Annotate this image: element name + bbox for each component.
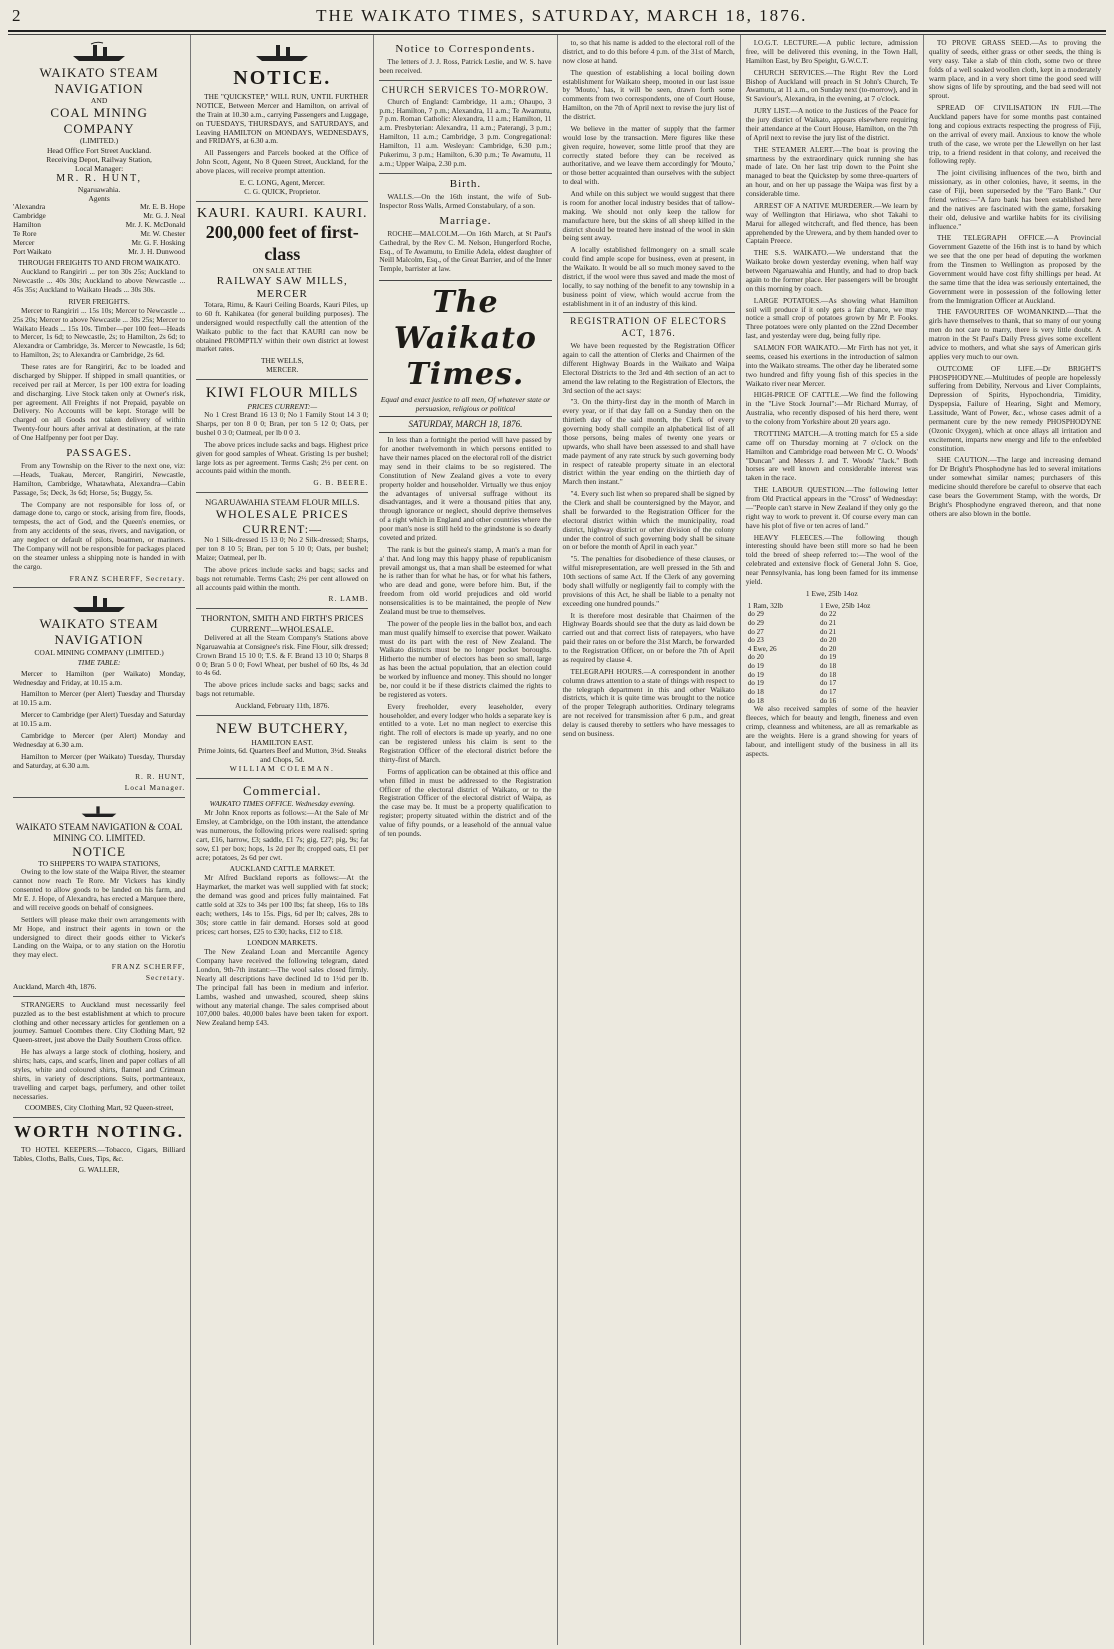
ad2-signature-role: Local Manager. <box>124 783 186 793</box>
notice-text: THE "QUICKSTEP," WILL RUN, UNTIL FURTHER NOTICE, Between Mercer and Hamilton, on arrival of the Train at 10.30 a.m., carrying Passengers and Luggage, on TUESDAYS, THURSDAYS, and SATURDAYS, and Leaving HAMILTON on MONDAYS, WEDNESDAYS, and FRIDAYS, at 6.30 a.m. <box>196 92 369 146</box>
fleece-row: do 29 do 21 <box>747 618 837 627</box>
ad5-signature: G. WALLER, <box>78 1165 120 1175</box>
agent-name: Mr. G. J. Neal <box>143 211 186 221</box>
fleece-row: 1 Ram, 32lb 1 Ewe, 25lb 14oz <box>747 601 871 610</box>
ad3-notice: NOTICE <box>72 843 126 859</box>
steamship-icon <box>79 802 119 820</box>
steamship-icon <box>252 41 312 63</box>
ad-clothing-mart: STRANGERS to Auckland must necessarily feel puzzled as to the best establishment at which to procure clothing and other necessary articles for gentlemen on a journey. Samuel Coombes there. City Clothing Mart, 92 Queen-street, just above the Daily Southern Cross office. He has always a large stock of clothing, hosiery, and shirts; hats, caps, and scarfs, linen and paper collars of all styles, white and coloured shirts, flannel and Crimean shirts, in variety of descriptions. Suits, portmanteaux, travelling and carpet bags, perfumery, and other toilet necessaries. COOMBES, City Clothing Mart, 92 Queen-street, <box>13 1001 185 1119</box>
wool-head: 1 Ewe, 25lb 14oz <box>805 588 858 598</box>
ad1-manager-label: Local Manager: <box>74 163 124 173</box>
ad-steam-navigation: WAIKATO STEAM NAVIGATION AND COAL MINING COMPANY (LIMITED.) Head Office Fort Street Auckland. Receiving Depot, Railway Station, Local Manager: MR. R. HUNT, Ngaruawahia. Agents 'Alexandra Mr. E. B. Hope Cambridge Mr. G. J. Neal Hamilton Mr. J. K. McDonald Te Rore Mr. W. Chester Mercer Mr. G. F. Hosking Port Waikato Mr. J. H. Dunwood THROUGH FREIGHTS TO AND FROM WAIKATO. Auckland to Rangiriri ... per ton 30s 25s; Auckland to Newcastle ... 40s 30s; Auckland to above Newcastle ... 45s 35s; Auckland to Waikato Heads ... 30s 30s. RIVER FREIGHTS. Mercer to Rangiriri ... 15s 10s; Mercer to Newcastle ... 25s 20s; Mercer to above Newcastle ... 30s 25s; Mercer to Waikato Heads ... 15s 10s. Timber—per 100 feet—Heads to Mercer, 1s 6d; to Newcastle, 2s; to Hamilton, 2s 6d; to Alexandra or Cambridge, 3s. Mercer to Newcastle, 1s 6d; to Hamilton, 2s; to Alexandra or Cambridge, 2s 6d. These rates are for Rangiriri, &c to be loaded and discharged by Shipper. If shipped in small quantities, or received per rail at Mercer, 1s per 100 extra for loading and discharging. Live Stock taken only at Owner's risk, per agreement. All Freights if not Prepaid, payable on Delivery. No Accounts will be kept. Storage will be charged on all Goods not taken delivery of within Twenty-four hours after arrival at destination, at the rate of One Halfpenny per foot per Day. PASSAGES. From any Township on the River to the next one, viz:—Heads, Tuakau, Mercer, Rangiriri, Newcastle, Hamilton, Cambridge, Whatawhata, Alexandra—Cabin Passage, 5s; Deck, 3s 6d; Horse, 5s; Buggy, 5s. The Company are not responsible for loss of, or damage done to, cargo or stock, arising from fire, floods, tempests, the act of God, and the Queen's enemies, or from any accidents of the seas, rivers, and navigation, or any neglect or default of pilots, boatmen, or mariners. The Company will not be responsible for packages placed on the steamer unless a shipping note is handed in with the cargo. FRANZ SCHERFF, Secretary. <box>13 41 185 588</box>
ad1-title2: COAL MINING COMPANY <box>50 105 148 136</box>
butchery-title: NEW BUTCHERY, <box>216 720 349 737</box>
ad4-signature: COOMBES, City Clothing Mart, 92 Queen-street, <box>24 1103 174 1113</box>
notice-title: NOTICE. <box>233 67 332 89</box>
column-6: TO PROVE GRASS SEED.—As to proving the quality of seeds, either grass or other seeds, the thing is very easy. Take a slab of thin cloth, some two or three folds of a well soaked woollen cloth, kept in a moderately warm place, and in a very short time the good seed will show signs of life by sprouting, and the bad seed will not sprout. SPREAD OF CIVILISATION IN FIJI.—The Auckland papers have for some months past contained long and copious extracts respecting the progress of Fiji, on the arrival of every mail. Anxious to know the whole truth of the case, we wrote per the Llewellyn on her last trip, to a friend resident in that colony, and received the following reply. The joint civilising influences of the two, birth and missionary, as in other colonies, have, it seems, in the case of Fiji, been superseded by the "Faro Bank." Our friend writes:—"A faro bank has been established here and the natives are fascinated with the game, forsaking their old, delusive and warlike habits for its civilising influence." THE TELEGRAPH OFFICE.—A Provincial Government Gazette of the 16th inst is to hand by which we see that the one per head of deputing the workmen from the Tinsmen to Wellington as proposed by the Government would have cost fifty shillings per head. At the same time that the idea was seriously entertained, the Government were in possession of the following letter from the Immigration Officer at Auckland. THE FAVOURITES OF WOMANKIND.—That the girls have themselves to thank, that so many of our young men do not care to marry, there is very little doubt. A matron in the St Paul's Daily Press gives some excellent advice to mothers, and what she says of American girls applies very much to our own. OUTCOME OF LIFE.—Dr BRIGHT'S PHOSPHODYNE.—Multitudes of people are hopelessly suffering from Debility, Nervous and Liver Complaints, Depression of Spirits, Hypochondria, Timidity, Dyspepsia, Failure of Hearing, Sight and Memory, Lassitude, Want of Power, &c., whose cases admit of a permanent cure by the new remedy PHOSPHODYNE (Ozonic Oxygen), which at once allays all irritation and excitement, imparts new energy and life to the enfeebled constitution. SHE CAUTION.—The large and increasing demand for Dr Bright's Phosphodyne has led to several imitations under somewhat similar names; purchasers of this medicine should therefore be careful to observe that each case bears the Government Stamp, with the words, Dr Bright's Phosphodyne engraved thereon, and that none others are also blown in the bottle. <box>928 38 1102 518</box>
ad5-text: TO HOTEL KEEPERS.—Tobacco, Cigars, Billiard Tables, Cloths, Balls, Cues, Tips, &c. <box>13 1144 186 1163</box>
column-4: to, so that his name is added to the electoral roll of the district, and to do this before 4 p.m. of the 31st of March, now close at hand. The question of establishing a local boiling down establishment for Waikato sheep, mooted in our last issue by 'Mouto,' has, it will be seen, drawn forth some comments from two correspondents, one of Court House, Hamilton, on the 7th of April next to revise the jury list of the district. We believe in the matter of supply that the farmer would lose by the transaction. Mere figures like these given require, however, some little proof that they are correctly stated before they can be received as authoritative, and we leave them accordingly for 'Mouto,' or those better acquainted than ourselves with the subject to deal with. And while on this subject we would suggest that there is room for another local industry besides that of tallow-making. We should not only keep the tallow for manufacture here, but the skins of all sheep killed in the district should be treated here instead of the wool in skin being sent away. A locally established fellmongery on a small scale could find ample scope for business, even at present, in the Waikato. It would be all so much money saved to the district, if the wool were thus saved and made the most of locally, to say nothing of the benefit to any township in a business point of view, which would accrue from the establishment in it of an industry of this kind. REGISTRATION OF ELECTORS ACT, 1876. We have been requested by the Registration Officer again to call the attention of Clerks and Chairmen of the different Highway Boards in the Waikato and Waipa Electoral Districts to the 3rd and 4th section of an act to amend the law relating to the Registration of Electors, the 3rd section of the act says: "3. On the thirty-first day in the month of March in every year, or if that day fall on a Sunday then on the thirtieth day of the said month, the Clerk of every governing body shall compile an alphabetical list of all those persons, being males of twenty one years or upwards, who shall have been assessed to and shall have made payment of any rate struck by such governing body in respect of rateable property situate in an electoral district within the year ending on the thirtieth day of March then instant." "4. Every such list when so prepared shall be signed by the Clerk and shall be countersigned by the Mayor, and shall be forwarded to the Registration Officer for the electoral district within which the municipality, road district, highway district or other division of the colony under the control of such governing body shall be situate on or before the month of April in each year." "5. The penalties for disobedience of these clauses, or wilful misrepresentation, are well pressed in the 5th and 10th sections of same Act. If the Clerk of any governing body shall wilfully or negligently fail to comply with the provisions of this Act, he shall be liable to a penalty not exceeding one hundred pounds." It is therefore most desirable that Chairmen of the Highway Boards should see that the duty as laid down be carried out and that correct lists of ratepayers, who have paid their rates on or before the 31st March, be forwarded to the Registration Officer, on or before the 7th of April as required by clause 4. TELEGRAPH HOURS.—A correspondent in another column draws attention to a state of things with respect to the telegraph department in this and other Waikato districts, which it is quite time was brought to the notice of the proper Telegraph authorities. Ordinary telegrams are not received for transmission after 6 p.m., and great delay is caused thereby to settlers who have messages to send on business. <box>558 35 741 1645</box>
agent-town: Hamilton <box>13 219 41 229</box>
services-title: CHURCH SERVICES TO-MORROW. <box>381 84 550 95</box>
fleece-row: do 27 do 21 <box>747 627 837 636</box>
commercial-title: Commercial. <box>243 782 322 798</box>
timetable-list <box>13 670 185 771</box>
freights-title: THROUGH FREIGHTS TO AND FROM WAIKATO. <box>18 258 181 268</box>
ad2-signature: R. R. HUNT, <box>135 772 186 782</box>
ad-thornton: THORNTON, SMITH AND FIRTH'S PRICES CURRENT—WHOLESALE. Delivered at all the Steam Company's Stations above Ngaruawahia at Consignee's risk. Fine Flour, silk dressed; Crown Brand 15 10 0; T.S. & F. Brand 13 10 0; Sharps 8 0 0; Bran 5 0 0; Fowl Wheat, per bushel of 60 lbs, 4s 3d to 4s 6d. The above prices include sacks and bags; sacks and bags not returnable. Auckland, February 11th, 1876. <box>196 613 368 716</box>
grass-seed-head: TO PROVE GRASS SEED. <box>936 38 1032 47</box>
agent-town: Te Rore <box>13 228 37 238</box>
column-3: Notice to Correspondents. The letters of J. J. Ross, Patrick Leslie, and W. S. have been received. CHURCH SERVICES TO-MORROW. Church of England: Cambridge, 11 a.m.; Ohaupo, 3 p.m.; Hamilton, 7 p.m.; Alexandra, 11 a.m.; Te Awamutu, 7 p.m. Roman Catholic: Alexandra, 11 a.m.; Hamilton, 11 a.m. Presbyterian: Alexandra, 11 a.m.; Paterangi, 3 p.m.; Hamilton, 11 a.m.; Cambridge, 3 p.m. Congregational: Hamilton, 11 a.m. Wesleyan: Cambridge, 6.30 p.m.; Pukerimu, 3 p.m.; Hamilton, 6.30 p.m.; Te Awamutu, 11 a.m.; Upper Waipa, 2.30 p.m. Birth. WALLS.—On the 16th instant, the wife of Sub-Inspector Ross Walls, Armed Constabulary, of a son. Marriage. ROCHE—MALCOLM.—On 16th March, at St Paul's Cathedral, by the Rev C. M. Nelson, Hungerford Roche, Esq., of Te Awamutu, to Emilie Adela, eldest daughter of Neill Malcolm, Esq., of the Great Barrier, and of the Inner Temple, barrister at law. The Waikato Times. Equal and exact justice to all men, Of whatever state or persuasion, religious or political SATURDAY, MARCH 18, 1876. In less than a fortnight the period will have passed by for another twelvemonth in which persons entitled to have their names placed on the electoral roll of the district may send in their claims to be so registered. The Constitution of New Zealand gives a vote to every property holder and householder. Virtually we thus enjoy the advantages of universal suffrage without its disadvantages, and it were a thousand pities that any, through ignorance or neglect, should deprive themselves of a right which in England and other countries where the poor man's nose is still held to the grindstone is so dearly coveted and prized. The rank is but the guinea's stamp, A man's a man for a' that. And long may this happy phase of republicanism prevail amongst us, that a man shall be esteemed for what he is rather than for what he has, or for what his fathers, who are dead and gone, were before him. But, if the freedom from old world prejudices and old world nonsensicalities is to be maintained, the people of New Zealand must be true to themselves. The power of the people lies in the ballot box, and each man must qualify himself to exercise that power. Waikato must do its part with the rest of New Zealand. The Waikato districts must be no longer pocket boroughs. Hitherto the number of electors has been so small, large as has been the actual population, that an election could be worked by influence and money. This should no longer be, nor could it be if these districts claimed the rights to be registered as voters. Every freeholder, every leaseholder, every householder, and every lodger who holds a separate key is entitled to a vote. Let no man neglect to exercise this right. The roll of electors is made up yearly, and no one can be registered unless his claim is sent to the Registration Officer of the electoral district before the thirty-first of March. Forms of application can be obtained at this office and when filled in must be addressed to the Registration Officer of the electoral district of Waikato, or to the Registration Officer of the electoral district of Waipa, as the case may be. It must be a property qualification to register; property situated within the district and of the value of fifty pounds, or a leasehold of the annual value of ten pounds. <box>374 35 557 1645</box>
fleece-row: do 18 do 16 <box>747 696 837 705</box>
ad3-sub: TO SHIPPERS TO WAIPA STATIONS, <box>38 859 161 869</box>
kauri-signature: THE WELLS, <box>260 356 304 366</box>
registration-title: REGISTRATION OF ELECTORS ACT, 1876. <box>570 317 728 339</box>
notice-signature2: C. G. QUICK, Proprietor. <box>244 186 321 196</box>
commercial-section: Commercial. WAIKATO TIMES OFFICE. Wednesday evening. Mr John Knox reports as follows:—At the Sale of Mr Emsley, at Cambridge, on the 10th instant, the attendance was numerous, the following prices were realised: spring cart, £16, harrow, £3; saddle, £1 7s; gig, £27; pig, 9s; fat sow, £1 per box; hops, 1s 2d per lb; cropped oats, £1 per acre; potatoes, 2s 6d per cwt. AUCKLAND CATTLE MARKET. Mr Alfred Buckland reports as follows:—At the Haymarket, the market was well supplied with fat stock; the demand was good and prices fully maintained. Fat cattle sold at 32s to 34s per 100 lbs; fat sheep, 16s to 18s each; wethers, 14s to 15s. Pigs, 6d per lb; calves, 28s to 30s; store cattle in fair demand. Horses sold at good prices; cart horses, £25 to £30; hacks, £12 to £18. LONDON MARKETS. The New Zealand Loan and Mercantile Agency Company have received the following telegram, dated London, 9th-7th instant:—The wool sales closed firmly. Nearly all descriptions have declined 1d to 1½d per lb. The principal fall has been in medium and inferior. Lambs, washed and unwashed, scoured, sheep skins without any material change. The sales comprised about 107,000 bales. 40,000 bales have been taken for export. New Zealand hemp £43. <box>196 782 369 1028</box>
fleece-row: 4 Ewe, 26 do 20 <box>747 644 837 653</box>
ad1-office: Head Office Fort Street Auckland. <box>46 145 152 155</box>
masthead <box>8 6 1106 32</box>
agent-row <box>13 248 185 257</box>
kiwi-title: KIWI FLOUR MILLS <box>205 385 359 402</box>
timetable-row: Hamilton to Mercer (per Waikato) Tuesday, Thursday and Saturday, at 6.30 a.m. <box>13 751 186 770</box>
timetable-row: Cambridge to Mercer (per Alert) Monday and Wednesday at 6.30 a.m. <box>13 730 186 749</box>
ad3-signature: FRANZ SCHERFF, <box>111 962 186 972</box>
kauri-sub: ON SALE AT THE <box>252 265 312 275</box>
fleece-row: do 19 do 17 <box>747 679 837 688</box>
ad-kiwi-flour: KIWI FLOUR MILLS PRICES CURRENT:— No 1 Crest Brand 16 13 0; No 1 Family Stout 14 3 0; Sharps, per ton 8 0 0; Bran, per ton 5 12 0; Oats, per bushel 0 3 0; Oatmeal, per lb 0 0 3. The above prices include sacks and bags. Highest price given for good samples of Wheat. Gristing 1s per bushel; large lots as per agreement. Terms Cash; 2½ per cent. on accounts paid within the month. G. B. BEERE. <box>196 384 368 493</box>
fleece-row: do 18 do 17 <box>747 688 837 697</box>
thornton-date: Auckland, February 11th, 1876. <box>235 701 330 711</box>
cattle-market-title: AUCKLAND CATTLE MARKET. <box>229 864 335 874</box>
fleece-row: do 29 do 22 <box>747 610 837 619</box>
ad3-signature-role: Secretary. <box>145 973 186 983</box>
notice-correspondents: Notice to Correspondents. <box>395 43 536 55</box>
ad-butchery <box>196 720 368 779</box>
ad2-title: WAIKATO STEAM NAVIGATION <box>39 616 159 648</box>
column-5: I.O.G.T. LECTURE.—A public lecture, admission free, will be delivered this evening, in the Town Hall, Hamilton East, by Bro Speight, G.W.C.T. CHURCH SERVICES.—The Right Rev the Lord Bishop of Auckland will preach in St John's Church, Te Awamutu, at 11 a.m., on Sunday next (to-morrow), and in St Saviour's, Alexandra, in the evening, at 7 o'clock. JURY LIST.—A notice to the Justices of the Peace for the jury district of Waikato, appears elsewhere requiring their attendance at the Court House, Hamilton, on the 7th of April next to revise the jury list of the district. THE STEAMER ALERT.—The boat is proving the smartness by the extraordinary quick running she has made of late. On her last trip down to the Point she managed to beat the Quickstep by some three-quarters of an hour, and on her up passage the Waipa was first by a considerable time. ARREST OF A NATIVE MURDERER.—We learn by way of Wellington that Hiriawa, who shot Takahi to Marui for alleged witchcraft, and fled thence, has been apprehended by the Urewera, and by them handed over to Captain Preece. THE S.S. WAIKATO.—We understand that the Waikato broke down yesterday evening, when half way between Ngaruawahia and Huntly, and had to drop back again to the former place. Her passengers will be brought on this morning by coach. LARGE POTATOES.—As showing what Hamilton soil will produce if it only gets a fair chance, we may notice a small crop of potatoes grown by Mr P. Fooks. Three potatoes were only planted on the 22nd December last, and yesterday were dug, being fully ripe. SALMON FOR WAIKATO.—Mr Firth has not yet, it seems, ceased his exertions in the introduction of salmon into the Waikato streams. The other day he liberated some two hundred and fifty young fish of this species in the Waikato river near Mercer. HIGH-PRICE OF CATTLE.—We find the following in the "Live Stock Journal":—Mr Richard Murray, of Australia, who recently disposed of his herd there, went to the colony from Yorkshire about 20 years ago. TROTTING MATCH.—A trotting match for £5 a side came off on Thursday morning at 7 o'clock on the Hamilton and Cambridge road between Mr C. O. Woods' "Duncan" and Messrs J. and T. Woods' "Jack." Both horses are well known and considerable interest was taken in the race. THE LABOUR QUESTION.—The following letter from Old Practical appears in the "Cross" of Wednesday:—"People can't starve in New Zealand if they only go the right way to work to prevent it. Of course every man can have his plot of five or ten acres of land." HEAVY FLEECES.—The following though interesting should have been still more so had he been told the breed of sheep referred to:—The wool of the celebrated and extensive flock of General John S. Goe, near Pennsylvania, has long been famed for its immense yield. 1 Ewe, 25lb 14oz 1 Ram, 32lb 1 Ewe, 25lb 14oz do 29 do 22 do 29 do 21 do 27 do 21 do 23 do 20 4 Ewe, 26 do 20 do 20 do 19 do 19 do 18 do 19 do 18 do 19 do 17 do 18 do 17 do 18 do 16 We also received samples of some of the heavier fleeces, which for beauty and length, fineness and even crimp, cleanness and whiteness, are all as remarkable as are the weights. Here is a grand showing for years of labour, and intelligent study of the business in all its aspects. <box>741 35 924 1645</box>
steamship-icon <box>69 592 129 614</box>
ngaru-title: NGARUAWAHIA STEAM FLOUR MILLS. <box>205 497 360 508</box>
kauri-signature2: MERCER. <box>266 365 299 375</box>
ad3-date: Auckland, March 4th, 1876. <box>13 981 97 991</box>
fleece-table <box>746 602 918 706</box>
fleece-row: do 23 do 20 <box>747 636 837 645</box>
river-title: RIVER FREIGHTS. <box>68 296 130 306</box>
kiwi-signature: G. B. BEERE. <box>313 478 369 488</box>
timetable-row: Mercer to Cambridge (per Alert) Tuesday and Saturday at 10.15 a.m. <box>13 710 186 728</box>
birth-title: Birth. <box>449 177 482 190</box>
iogt-lecture: I.O.G.T. LECTURE. <box>753 38 819 47</box>
ad1-depot: Receiving Depot, Railway Station, <box>46 154 152 164</box>
kauri-mill: RAILWAY SAW MILLS, MERCER <box>216 274 348 300</box>
agent-name: Mr. E. B. Hope <box>140 202 186 212</box>
agent-town: Cambridge <box>13 211 46 221</box>
whole-signature: R. LAMB. <box>328 594 369 604</box>
agent-town: Mercer <box>13 237 35 247</box>
agents-label: Agents <box>88 194 110 204</box>
thornton-title: THORNTON, SMITH AND FIRTH'S PRICES CURRENT—WHOLESALE. <box>201 613 364 634</box>
timetable-label: TIME TABLE: <box>77 657 121 667</box>
london-markets-title: LONDON MARKETS. <box>247 938 318 948</box>
marriage-title: Marriage. <box>439 214 492 227</box>
ad3-title: WAIKATO STEAM NAVIGATION & COAL MINING CO. LIMITED. <box>15 822 183 843</box>
agent-name: Mr. G. F. Hosking <box>131 237 186 247</box>
kiwi-sub: PRICES CURRENT:— <box>247 402 318 412</box>
fleece-row: do 19 do 18 <box>747 670 837 679</box>
paper-title: The Waikato Times. <box>379 280 551 393</box>
ad-steam-navigation-timetable <box>13 592 185 798</box>
ad1-limited: (LIMITED.) <box>80 136 119 146</box>
column-2 <box>191 35 374 1645</box>
agent-name: Mr. J. H. Dunwood <box>128 246 186 256</box>
steamship-icon <box>69 41 129 63</box>
ad-worth-noting <box>13 1122 185 1175</box>
ad1-place: Ngaruawahia. <box>77 184 121 194</box>
timetable-row: Hamilton to Mercer (per Alert) Tuesday and Thursday at 10.15 a.m. <box>13 689 186 708</box>
timetable-row: Mercer to Hamilton (per Waikato) Monday, Wednesday and Friday, at 10.15 a.m. <box>13 668 186 687</box>
agent-name: Mr. J. K. McDonald <box>125 219 186 229</box>
page-number: 2 <box>12 6 22 25</box>
agents-list <box>13 203 185 256</box>
ad-quickstep: NOTICE. THE "QUICKSTEP," WILL RUN, UNTIL FURTHER NOTICE, Between Mercer and Hamilton, on arrival of the Train at 10.30 a.m., carrying Passengers and Luggage, on TUESDAYS, THURSDAYS, and SATURDAYS, and Leaving HAMILTON on MONDAYS, WEDNESDAYS, and FRIDAYS, at 6.30 a.m. All Passengers and Parcels booked at the Office of John Scott, Agent, No 8 Queen Street, Auckland, for the above places, will receive prompt attention. E. C. LONG, Agent, Mercer. C. G. QUICK, Proprietor. <box>196 41 368 202</box>
fiji-head: SPREAD OF CIVILISATION IN FIJI. <box>936 103 1083 113</box>
notice-signature: E. C. LONG, Agent, Mercer. <box>239 177 325 187</box>
ad-ngaruawahia-flour: NGARUAWAHIA STEAM FLOUR MILLS. WHOLESALE PRICES CURRENT:— No 1 Silk-dressed 15 13 0; No 2 Silk-dressed; Sharps, per ton 8 10 5; Bran, per ton 5 10 0; Oats, per bushel; Maize; Oatmeal, per lb. The above prices include sacks and bags; sacks and bags not returnable. Terms Cash; 2½ per cent allowed on all accounts paid within the month. R. LAMB. <box>196 497 368 609</box>
ad5-title: WORTH NOTING. <box>14 1122 185 1142</box>
butchery-place: HAMILTON EAST. <box>251 737 314 747</box>
paper-motto: Equal and exact justice to all men, Of whatever state or persuasion, religious or political <box>380 395 551 414</box>
butchery-text: Prime Joints, 6d. Quarters Beef and Mutton, 3½d. Steaks and Chops, 5d. <box>197 746 367 764</box>
kauri-title: KAURI. KAURI. KAURI. <box>197 205 368 221</box>
columns <box>8 34 1106 1645</box>
agent-name: Mr. W. Chester <box>140 228 186 238</box>
ad1-and: AND <box>90 96 108 106</box>
butchery-signature: WILLIAM COLEMAN. <box>229 763 335 773</box>
ad2-title2: COAL MINING COMPANY (LIMITED.) <box>34 647 164 657</box>
agent-town: Port Waikato <box>13 246 52 256</box>
editorial-date: SATURDAY, MARCH 18, 1876. <box>379 416 551 433</box>
ad-kauri: KAURI. KAURI. KAURI. 200,000 feet of first-class ON SALE AT THE RAILWAY SAW MILLS, MERCER Totara, Rimu, & Kauri Ceiling Boards, Kauri Piles, up to 60 ft. Kahikatea (for general building purposes). The undersigned would respectfully call the attention of the Waikato public to the fact that KAURI can now be obtained PROMPTLY within their own district at lowest market rates. THE WELLS, MERCER. <box>196 206 368 380</box>
ad1-manager: MR. R. HUNT, <box>56 172 142 184</box>
column-1 <box>8 35 191 1645</box>
masthead-title: THE WAIKATO TIMES, SATURDAY, MARCH 18, 1876. <box>316 6 808 25</box>
fleece-row: do 19 do 18 <box>747 662 837 671</box>
ad1-title: WAIKATO STEAM NAVIGATION <box>39 65 159 96</box>
whole-title: WHOLESALE PRICES CURRENT:— <box>215 507 349 536</box>
kauri-big: 200,000 feet of first-class <box>205 222 359 265</box>
commercial-sub: WAIKATO TIMES OFFICE. Wednesday evening. <box>209 799 355 809</box>
ad-waipa-notice: WAIKATO STEAM NAVIGATION & COAL MINING CO. LIMITED. NOTICE TO SHIPPERS TO WAIPA STATIONS, Owing to the low state of the Waipa River, the steamer cannot now reach Te Rore. Mr Vickers has kindly consented to allow goods to be landed on his farm, and Mr E. J. Hope, of Alexandra, has erected a Marquee there, and will receive goods on behalf of consignees. Settlers will please make their own arrangements with Mr Hope, and instruct their agents in town or the undersigned to direct their goods either to Vicker's Landing on the Waipa, or to any station on the Horotiu they may elect. FRANZ SCHERFF, Secretary. Auckland, March 4th, 1876. <box>13 802 185 997</box>
ad4-text: STRANGERS to Auckland must necessarily feel puzzled as to the best establishment at which to procure clothing and other necessary articles for gentlemen on a journey. Samuel Coombes there. City Clothing Mart, 92 Queen-street, just above the Daily Southern Cross office. <box>13 999 186 1045</box>
agent-town: 'Alexandra <box>13 202 46 212</box>
fleece-row: do 20 do 19 <box>747 653 837 662</box>
